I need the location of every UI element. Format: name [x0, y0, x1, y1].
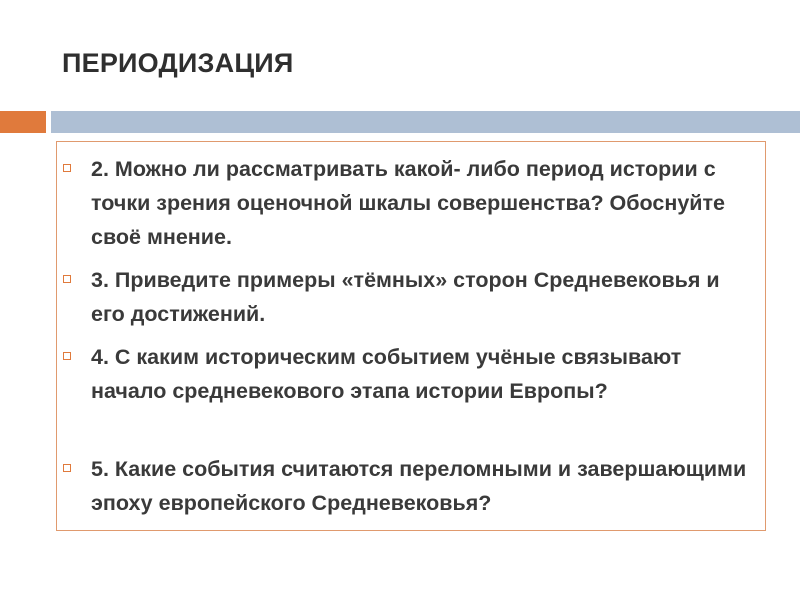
square-bullet-icon [63, 464, 71, 472]
accent-bar-orange [0, 111, 46, 133]
slide-title: ПЕРИОДИЗАЦИЯ [62, 48, 294, 78]
square-bullet-icon [63, 275, 71, 283]
list-item-text: 4. С каким историческим событием учёные связывают начало средневекового этапа истории Европы? [91, 345, 682, 403]
list-item-text: 2. Можно ли рассматривать какой- либо период истории с точки зрения оценочной шкалы совершенства? Обоснуйте своё мнение. [91, 157, 726, 249]
list-item-text: 3. Приведите примеры «тёмных» сторон Средневековья и его достижений. [91, 268, 720, 326]
square-bullet-icon [63, 164, 71, 172]
accent-bar-blue [51, 111, 800, 133]
questions-box [56, 141, 766, 531]
list-item-text: 5. Какие события считаются переломными и завершающими эпоху европейского Средневековья? [91, 457, 747, 515]
square-bullet-icon [63, 352, 71, 360]
